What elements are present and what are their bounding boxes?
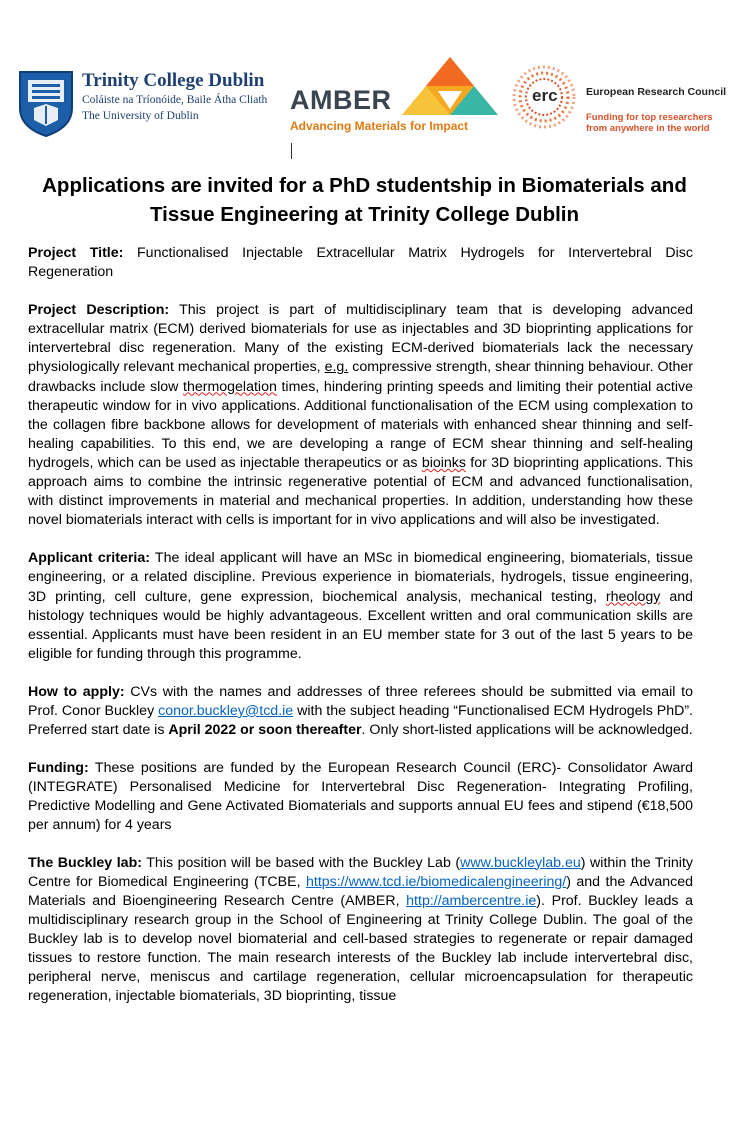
applicant-criteria-text-2: and histology techniques would be highly advantageous. Excellent written and oral communication skills are essential. Applicants must have been resident in an EU member state for 3 out of the last 5 years to be eligible for funding through this programme. <box>28 588 693 662</box>
project-title-label: Project Title: <box>28 245 124 261</box>
tcd-university: The University of Dublin <box>82 110 199 122</box>
email-link[interactable]: conor.buckley@tcd.ie <box>158 702 294 719</box>
applicant-criteria-paragraph <box>28 549 693 664</box>
text-cursor <box>291 143 292 159</box>
ambercentre-link[interactable]: http://ambercentre.ie <box>406 892 537 909</box>
how-to-apply-text-2: with the subject heading “Functionalised ECM Hydrogels PhD”. Preferred start date is <box>28 702 693 739</box>
buckleylab-link[interactable]: www.buckleylab.eu <box>460 854 581 871</box>
page-title: Applications are invited for a PhD studentship in Biomaterials and Tissue Engineering at Trinity College Dublin <box>42 174 687 226</box>
project-description-paragraph <box>28 301 693 530</box>
buckley-lab-text-2: ) within the Trinity Centre for Biomedical Engineering (TCBE, <box>28 854 693 890</box>
erc-funding-line-1: Funding for top researchers <box>586 112 713 123</box>
buckley-lab-label: The Buckley lab: <box>28 854 142 871</box>
amber-triangle-icon <box>400 55 500 117</box>
project-description-label: Project Description: <box>28 302 170 319</box>
erc-council-name: European Research Council <box>586 86 727 98</box>
funding-text: These positions are funded by the European Research Council (ERC)- Consolidator Award (INTEGRATE) Personalised Medicine for Intervertebral Disc Regeneration- Integrating Profiling, Predictive Modelling and Gene Activated Biomaterials and supports annual EU fees and stipend (€18,500 per annum) for 4 years <box>28 760 693 834</box>
project-description-text-3: times, hindering printing speeds and limiting their potential active therapeutic window for in vivo applications. Additional functionalisation of the ECM using complexation to the collagen fibre backbone allows for development of materials with enhanced shear thinning and self-healing capabilities. To this end, we are developing a range of ECM shear thinning and self-healing hydrogels, which can be used as injectable therapeutics or as <box>28 378 693 471</box>
project-description-text-1: This project is part of multidisciplinary team that is developing advanced extracellular matrix (ECM) derived biomaterials for use as injectables and 3D bioprinting applications for intervertebral disc regeneration. Many of the existing ECM-derived biomaterials lack the necessary physiologically relevant mechanical properties, <box>28 302 694 376</box>
project-title-text: Functionalised Injectable Extracellular Matrix Hydrogels for Intervertebral Disc Regeneration <box>28 245 693 281</box>
buckley-lab-text-4: ). Prof. Buckley leads a multidisciplinary research group in the School of Engineering at Trinity College Dublin. The goal of the Buckley lab is to develop novel biomaterial and cell-based strategies to regenerate or repair damaged tissues to restore function. The main research interests of the Buckley lab include intervertebral disc, peripheral nerve, meniscus and cartilage regeneration, cellular microencapsulation for therapeutic regeneration, injectable biomaterials, 3D bioprinting, tissue <box>28 892 693 1005</box>
buckley-lab-text-3: ) and the Advanced Materials and Bioengineering Research Centre (AMBER, <box>28 873 693 909</box>
erc-abbreviation: erc <box>532 86 558 105</box>
funding-paragraph <box>28 759 693 835</box>
project-description-text-2: compressive strength, shear thinning behaviour. Other drawbacks include slow <box>28 359 693 395</box>
tcd-irish-name: Coláiste na Tríonóide, Baile Átha Cliath <box>82 94 268 106</box>
funding-label: Funding: <box>28 760 89 777</box>
amber-wordmark: AMBER <box>290 85 392 115</box>
eg-text: e.g. <box>324 359 349 376</box>
amber-tagline: Advancing Materials for Impact <box>290 119 469 133</box>
start-date: April 2022 or soon thereafter <box>168 722 362 739</box>
erc-funding-tagline <box>586 112 713 134</box>
how-to-apply-label: How to apply: <box>28 683 125 700</box>
rheology-text: rheology <box>605 588 661 605</box>
tcd-name: Trinity College Dublin <box>82 70 265 91</box>
thermogelation-text: thermogelation <box>183 378 277 395</box>
applicant-criteria-label: Applicant criteria: <box>28 550 150 567</box>
amber-logo <box>290 55 505 135</box>
project-description-text-4: for 3D bioprinting applications. This approach aims to combine the intrinsic regenerative potential of ECM and advanced functionalisation, with distinct improvements in material and mechanical properties. In addition, understanding how these novel biomaterials interact with cells is important for in vivo applications and will also be investigated. <box>28 454 693 529</box>
tcd-biomedical-link[interactable]: https://www.tcd.ie/biomedicalengineering/ <box>305 873 567 890</box>
project-title-paragraph <box>28 244 693 282</box>
buckley-lab-paragraph <box>28 854 693 1007</box>
how-to-apply-paragraph <box>28 683 693 740</box>
document-body <box>28 244 693 1025</box>
logo-header <box>0 0 729 160</box>
erc-logo <box>512 60 727 140</box>
how-to-apply-text-1: CVs with the names and addresses of three referees should be submitted via email to Prof. Conor Buckley <box>28 683 693 719</box>
applicant-criteria-text-1: The ideal applicant will have an MSc in biomedical engineering, biomaterials, tissue engineering, or a related discipline. Previous experience in biomaterials, hydrogels, tissue engineering, 3D printing, cell culture, gene expression, biochemical analysis, mechanical testing, <box>28 550 694 605</box>
how-to-apply-text-3: . Only short-listed applications will be acknowledged. <box>361 722 693 739</box>
erc-funding-line-2: from anywhere in the world <box>586 123 710 134</box>
buckley-lab-text-1: This position will be based with the Buckley Lab ( <box>141 854 461 871</box>
tcd-shield-icon <box>18 70 74 138</box>
tcd-logo <box>18 70 278 140</box>
bioinks-text: bioinks <box>421 454 466 471</box>
